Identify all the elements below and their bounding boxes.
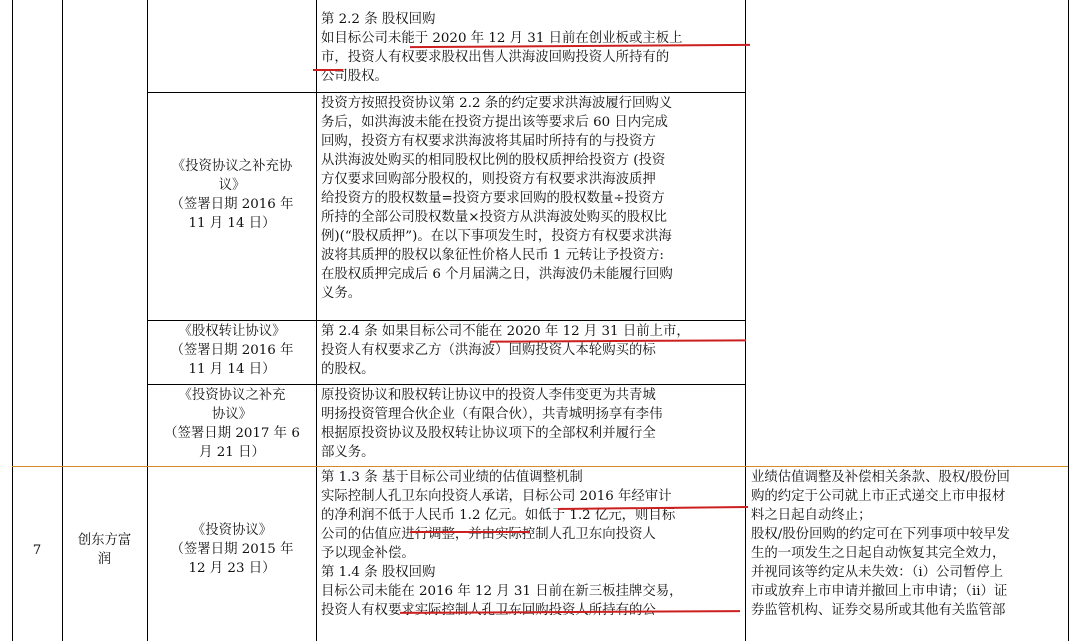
transfer-2016-name bbox=[150, 322, 314, 379]
row7-number bbox=[12, 541, 62, 560]
transfer-2016-content bbox=[321, 322, 743, 379]
row7-status bbox=[751, 468, 1067, 620]
row-number: 7 bbox=[32, 543, 42, 558]
supp-2016-name bbox=[150, 157, 314, 233]
text-line: 11 月 14 日） bbox=[188, 362, 276, 377]
text-line: 第 2.2 条 股权回购 bbox=[321, 12, 436, 27]
supp-2016-content bbox=[321, 94, 743, 303]
red-underline-mark bbox=[313, 69, 343, 71]
row7-content bbox=[321, 468, 743, 620]
text-line: 券监管机构、证券交易所或其他有关监管部 bbox=[751, 603, 1006, 618]
text-line: 所持的全部公司股权数量×投资方从洪海波处购买的股权比 bbox=[321, 210, 667, 225]
clause-2-2-text bbox=[321, 10, 743, 86]
text-line: 生的一项发生之日起自动恢复其完全效力， bbox=[751, 546, 1006, 561]
text-line: 实际控制人孔卫东向投资人承诺，目标公司 2016 年经审计 bbox=[321, 489, 672, 504]
row-divider-row7 bbox=[12, 466, 1068, 467]
text-line: 给投资方的股权数量=投资方要求回购的股权数量÷投资方 bbox=[321, 191, 665, 206]
text-line: 《投资协议》 bbox=[191, 523, 273, 538]
text-line: （签署日期 2015 年 bbox=[170, 542, 294, 557]
text-line: 月 21 日） bbox=[199, 445, 265, 460]
text-line: 《股权转让协议》 bbox=[178, 324, 286, 339]
text-line: 明扬投资管理合伙企业（有限合伙），共青城明扬享有李伟 bbox=[321, 407, 663, 422]
text-line: 市或放弃上市申请并撤回上市申请；（ii）证 bbox=[751, 584, 1008, 599]
row-divider-transfer-2016 bbox=[147, 384, 745, 385]
text-line: 议》 bbox=[218, 178, 246, 193]
supp-2017-name bbox=[150, 386, 314, 462]
text-line: 务后，如洪海波未能在投资方提出该等要求后 60 日内完成 bbox=[321, 115, 668, 130]
text-line: 投资方按照投资协议第 2.2 条的约定要求洪海波履行回购义 bbox=[321, 96, 673, 111]
text-line: 从洪海波处购买的相同股权比例的股权质押给投资方 (投资 bbox=[321, 153, 666, 168]
text-line: 11 月 14 日） bbox=[188, 216, 276, 231]
text-line: 创东方富 bbox=[77, 533, 132, 548]
text-line: 的净利润不低于人民币 1.2 亿元。如低于 1.2 亿元，则目标 bbox=[321, 508, 676, 523]
text-line: 公司股权。 bbox=[321, 69, 388, 84]
text-line: 并视同该等约定从未失效：（i）公司暂停上 bbox=[751, 565, 1004, 580]
text-line: 方仅要求回购部分股权的，则投资方有权要求洪海波质押 bbox=[321, 172, 656, 187]
text-line: （签署日期 2016 年 bbox=[170, 197, 294, 212]
table-border-right bbox=[1068, 0, 1069, 641]
text-line: 部义务。 bbox=[321, 445, 375, 460]
text-line: 投资人有权要求乙方（洪海波）回购投资人本轮购买的标 bbox=[321, 343, 656, 358]
text-line: 第 1.4 条 股权回购 bbox=[321, 565, 436, 580]
text-line: 料之日起自动终止； bbox=[751, 508, 872, 523]
text-line: （签署日期 2016 年 bbox=[170, 343, 294, 358]
row-divider-2-2 bbox=[147, 92, 745, 93]
row7-investor bbox=[62, 531, 147, 569]
text-line: 目标公司未能在 2016 年 12 月 31 日前在新三板挂牌交易， bbox=[321, 584, 683, 599]
text-line: 润 bbox=[97, 552, 112, 567]
text-line: 第 1.3 条 基于目标公司业绩的估值调整机制 bbox=[321, 470, 583, 485]
text-line: 协议》 bbox=[211, 407, 253, 422]
text-line: 在股权质押完成后 6 个月届满之日，洪海波仍未能履行回购 bbox=[321, 267, 673, 282]
text-line: 市，投资人有权要求股权出售人洪海波回购投资人所持有的 bbox=[321, 50, 670, 65]
text-line: 购的约定于公司就上市正式递交上市申报材 bbox=[751, 489, 1006, 504]
text-line: 业绩估值调整及补偿相关条款、股权/股份回 bbox=[751, 470, 1010, 485]
text-line: 原投资协议和股权转让协议中的投资人李伟变更为共青城 bbox=[321, 388, 656, 403]
text-line: 公司的估值应进行调整，并由实际控制人孔卫东向投资人 bbox=[321, 527, 656, 542]
text-line: 根据原投资协议及股权转让协议项下的全部权利并履行全 bbox=[321, 426, 656, 441]
supp-2017-content bbox=[321, 386, 743, 462]
text-line: （签署日期 2017 年 6 bbox=[164, 426, 300, 441]
text-line: 《投资协议之补充 bbox=[178, 388, 286, 403]
text-line: 义务。 bbox=[321, 286, 362, 301]
text-line: 投资人有权要求实际控制人孔卫东回购投资人所持有的公 bbox=[321, 603, 656, 618]
text-line: 波将其质押的股权以象征性价格人民币 1 元转让予投资方: bbox=[321, 248, 664, 263]
text-line: 《投资协议之补充协 bbox=[171, 159, 293, 174]
column-divider-content bbox=[745, 0, 746, 641]
text-line: 予以现金补偿。 bbox=[321, 546, 415, 561]
text-line: 回购，投资方有权要求洪海波将其届时所持有的与投资方 bbox=[321, 134, 656, 149]
text-line: 股权/股份回购的约定可在下列事项中较早发 bbox=[751, 527, 1010, 542]
red-underline-mark bbox=[410, 531, 530, 533]
row7-agreement bbox=[150, 521, 314, 578]
row-divider-supp-2016 bbox=[147, 320, 745, 321]
text-line: 12 月 23 日） bbox=[188, 561, 276, 576]
text-line: 的股权。 bbox=[321, 362, 375, 377]
text-line: 如目标公司未能于 2020 年 12 月 31 日前在创业板或主板上 bbox=[321, 31, 683, 46]
text-line: 第 2.4 条 如果目标公司不能在 2020 年 12 月 31 日前上市， bbox=[321, 324, 690, 339]
text-line: 例)(“股权质押”)。在以下事项发生时，投资方有权要求洪海 bbox=[321, 229, 672, 244]
